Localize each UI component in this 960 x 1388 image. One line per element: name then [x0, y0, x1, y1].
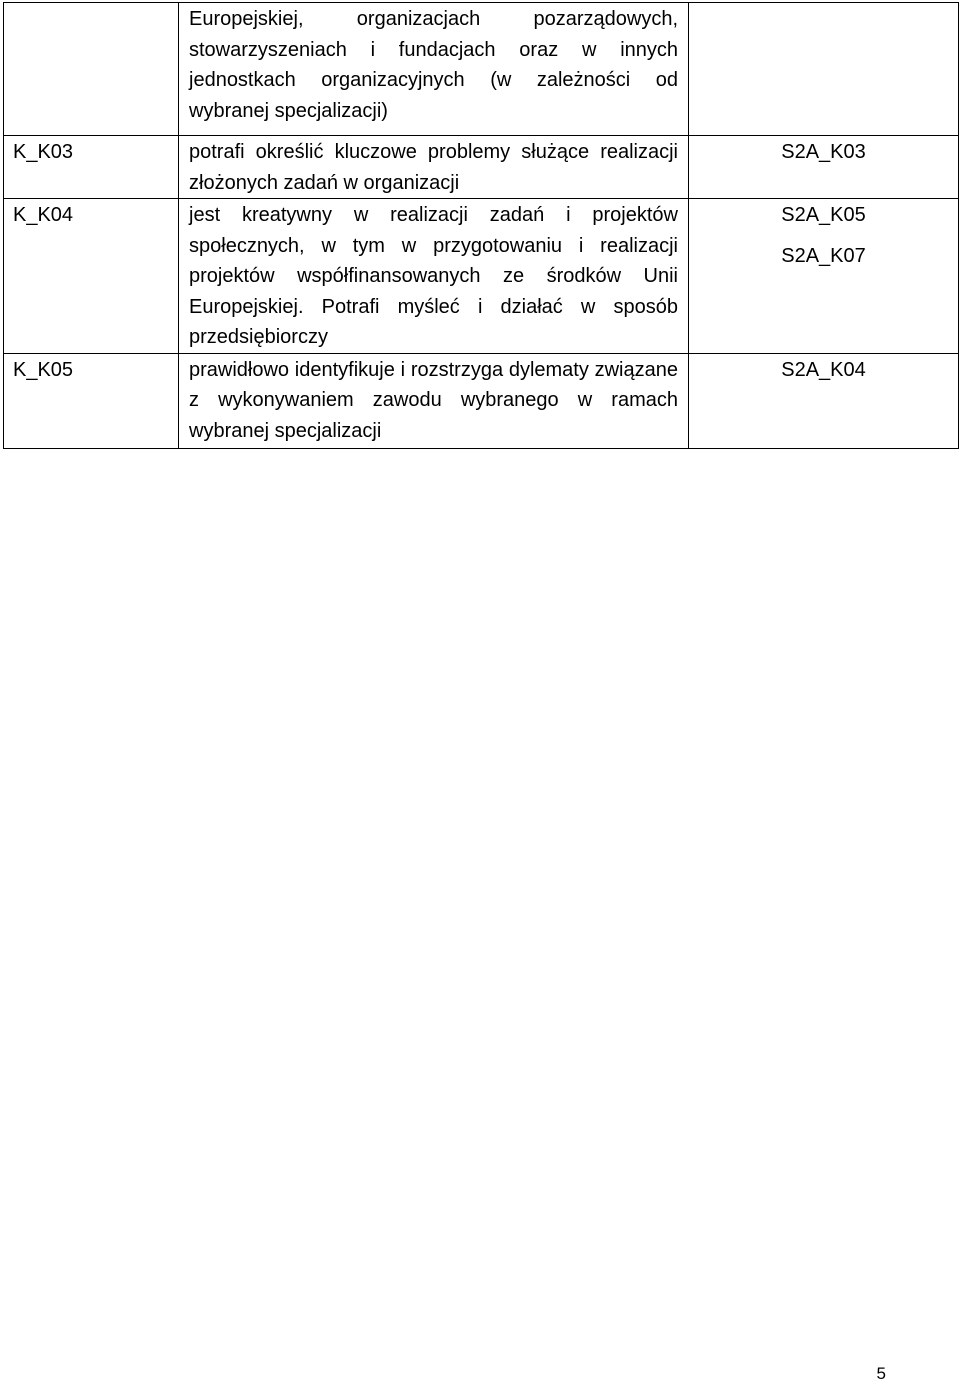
table-row	[4, 136, 959, 199]
outcome-reference: S2A_K07	[781, 244, 866, 267]
outcome-reference-cell	[689, 353, 959, 448]
outcome-reference: S2A_K03	[781, 141, 866, 163]
outcome-description: prawidłowo identyfikuje i rozstrzyga dylematy związane z wykonywaniem zawodu wybranego w ramach wybranej specjalizacji	[179, 353, 689, 448]
outcome-description: potrafi określić kluczowe problemy służące realizacji złożonych zadań w organizacji	[179, 136, 689, 199]
outcome-reference: S2A_K05	[781, 204, 866, 226]
outcome-code: K_K03	[4, 136, 179, 199]
learning-outcomes-table	[3, 2, 959, 449]
table-row	[4, 3, 959, 136]
outcome-description: jest kreatywny w realizacji zadań i projektów społecznych, w tym w przygotowaniu i realizacji projektów współfinansowanych ze środków Unii Europejskiej. Potrafi myśleć i działać w sposób przedsiębiorczy	[179, 199, 689, 354]
outcome-description: Europejskiej, organizacjach pozarządowych, stowarzyszeniach i fundacjach oraz w innych jednostkach organizacyjnych (w zależności od wybranej specjalizacji)	[179, 3, 689, 136]
outcome-reference-cell	[689, 3, 959, 136]
outcome-reference: S2A_K04	[781, 358, 866, 381]
outcome-reference-cell	[689, 199, 959, 354]
outcome-code: K_K04	[4, 199, 179, 354]
outcome-code-cell	[4, 3, 179, 136]
outcome-code: K_K05	[4, 353, 179, 448]
table-row	[4, 353, 959, 448]
table-row	[4, 199, 959, 354]
page-number: 5	[876, 1364, 886, 1383]
outcome-reference-cell	[689, 136, 959, 199]
